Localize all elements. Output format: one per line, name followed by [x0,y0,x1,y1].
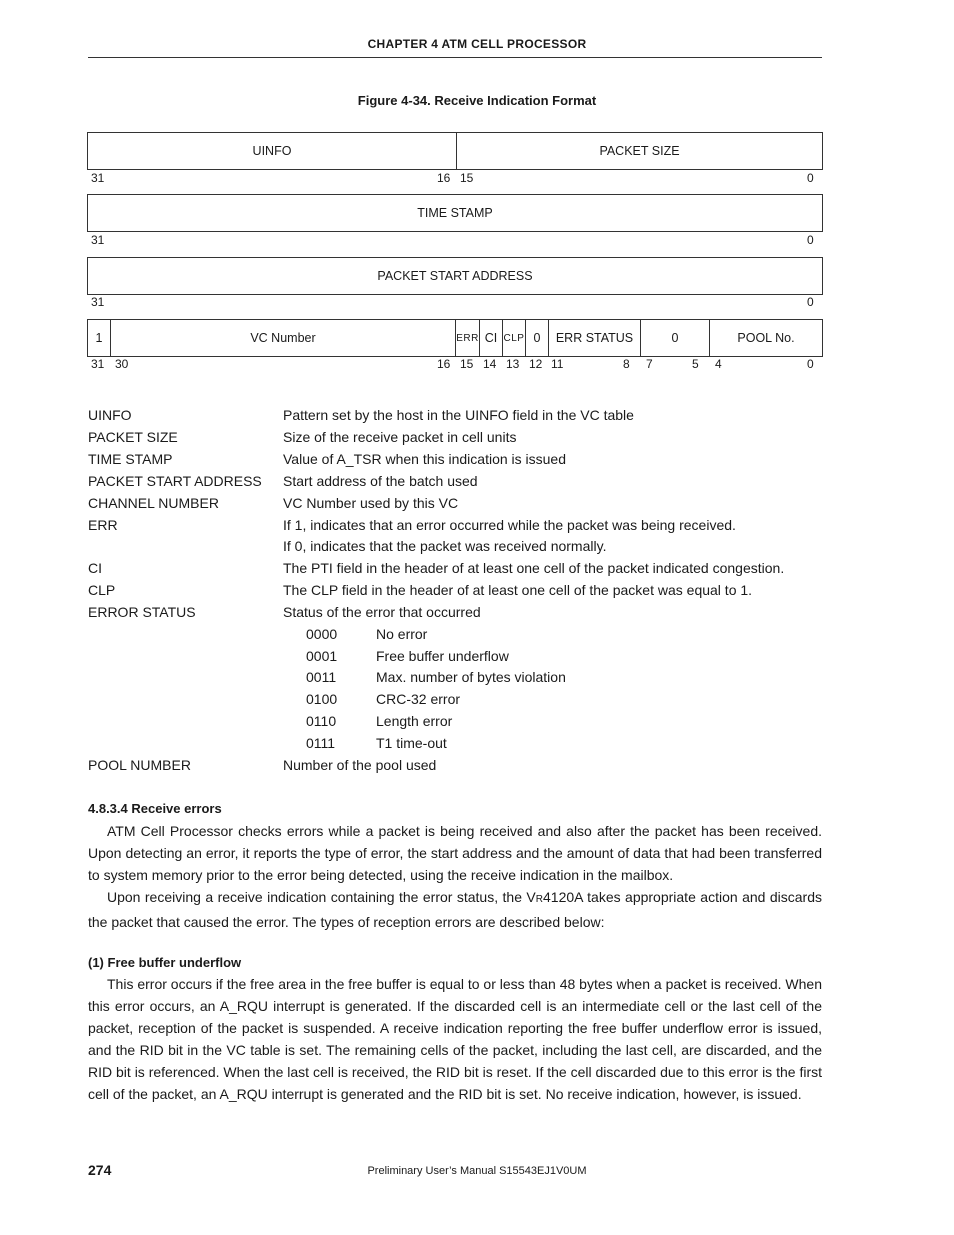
definition-desc: Start address of the batch used [283,473,478,489]
definition-term: UINFO [88,407,132,423]
bit-number: 31 [91,171,105,185]
bit-number: 13 [506,357,520,371]
bit-number: 31 [91,295,105,309]
definition-desc: The PTI field in the header of at least one cell of the packet indicated congestion. [283,560,785,576]
bit-number: 0 [807,171,814,185]
error-meaning: Free buffer underflow [376,648,509,664]
definition-term: ERROR STATUS [88,604,196,620]
definition-desc: Number of the pool used [283,757,437,773]
body-paragraphs [88,820,822,933]
word4-box [87,319,823,357]
error-code: 0000 [306,626,338,642]
definition-term: TIME STAMP [88,451,173,467]
error-meaning: Max. number of bytes violation [376,669,566,685]
error-code: 0111 [306,735,336,751]
word1-box [87,132,823,170]
definition-desc: VC Number used by this VC [283,495,459,511]
bit-number: 12 [529,357,543,371]
definition-desc: Pattern set by the host in the UINFO field in the VC table [283,407,634,423]
page-number: 274 [88,1162,112,1178]
field-uinfo: UINFO [252,144,292,158]
body-paragraphs [88,973,822,1105]
subsection-heading: (1) Free buffer underflow [88,955,242,970]
error-code: 0100 [306,691,338,707]
bit-number: 0 [807,295,814,309]
section-heading: 4.8.3.4 Receive errors [88,801,222,816]
error-code: 0001 [306,648,338,664]
paragraph-text: Upon receiving a receive indication containing the error status, the V [107,889,536,905]
field-packet-start-address: PACKET START ADDRESS [377,269,533,283]
bit-number: 14 [483,357,497,371]
field-time-stamp: TIME STAMP [417,206,493,220]
error-code: 0011 [306,669,337,685]
definition-term: CHANNEL NUMBER [88,495,219,511]
field-packet-size: PACKET SIZE [456,133,822,169]
definition-desc: Size of the receive packet in cell units [283,429,517,445]
definition-desc: If 0, indicates that the packet was received normally. [283,538,607,554]
bit-number: 30 [115,357,129,371]
field-clp: CLP [502,320,525,356]
error-meaning: T1 time-out [376,735,447,751]
bit-number: 4 [715,357,722,371]
bit-number: 7 [646,357,653,371]
definition-term: PACKET START ADDRESS [88,473,262,489]
error-meaning: CRC-32 error [376,691,461,707]
field-reserved-12: 0 [525,320,548,356]
error-meaning: No error [376,626,428,642]
field-ci: CI [479,320,502,356]
paragraph [88,886,822,933]
definition-desc: Status of the error that occurred [283,604,481,620]
subscript: R [535,894,543,905]
bit-number: 0 [807,233,814,247]
bit-number: 11 [551,357,564,371]
field-err: ERR [455,320,479,356]
field-err-status: ERR STATUS [548,320,640,356]
field-pool-no: POOL No. [709,320,822,356]
header-rule [88,57,822,58]
field-bit31: 1 [95,331,103,345]
definition-desc: Value of A_TSR when this indication is issued [283,451,567,467]
definition-desc: If 1, indicates that an error occurred while the packet was being received. [283,517,736,533]
paragraph: ATM Cell Processor checks errors while a packet is being received and also after the packet has been received. Upon detecting an error, it reports the type of error, the start address and the amount of data that had been transferred to system memory prior to the error being detected, using the receive indication in the mailbox. [88,823,822,883]
figure-title: Figure 4-34. Receive Indication Format [357,93,597,108]
error-meaning: Length error [376,713,453,729]
definition-term: PACKET SIZE [88,429,178,445]
definition-term: CLP [88,582,116,598]
bit-number: 16 [437,357,451,371]
footer-manual: Preliminary User’s Manual S15543EJ1V0UM [367,1165,587,1177]
paragraph-text: 4120A takes appropriate action and discards the packet that caused the error. The types of reception errors are described below: [88,889,822,930]
definition-term: CI [88,560,102,576]
bit-number: 5 [692,357,699,371]
bit-number: 31 [91,357,105,371]
chapter-header: CHAPTER 4 ATM CELL PROCESSOR [367,37,587,51]
bit-number: 31 [91,233,105,247]
definition-term: POOL NUMBER [88,757,191,773]
bit-number: 15 [460,171,474,185]
bit-number: 16 [437,171,451,185]
error-code: 0110 [306,713,337,729]
definition-term: ERR [88,517,118,533]
definition-desc: The CLP field in the header of at least one cell of the packet was equal to 1. [283,582,753,598]
field-vc-number: VC Number [110,320,455,356]
word3-box [87,257,823,295]
bit-number: 0 [807,357,814,371]
bit-number: 15 [460,357,474,371]
paragraph: This error occurs if the free area in the free buffer is equal to or less than 48 bytes when a packet is received. When this error occurs, an A_RQU interrupt is generated. If the discarded cell is an intermediate cell or the last cell of the packet, reception of the packet is suspended. A receive indication reporting the free buffer underflow error is issued, and the RID bit in the VC table is set. The remaining cells of the packet, including the last cell, are discarded, and the RID bit is referenced. When the last cell is received, the RID bit is reset. If the cell discarded due to this error is the first cell of the packet, an A_RQU interrupt is generated and the RID bit is set. No receive indication, however, is issued. [88,976,822,1102]
field-reserved-7-5: 0 [640,320,709,356]
word2-box [87,194,823,232]
bit-number: 8 [623,357,630,371]
